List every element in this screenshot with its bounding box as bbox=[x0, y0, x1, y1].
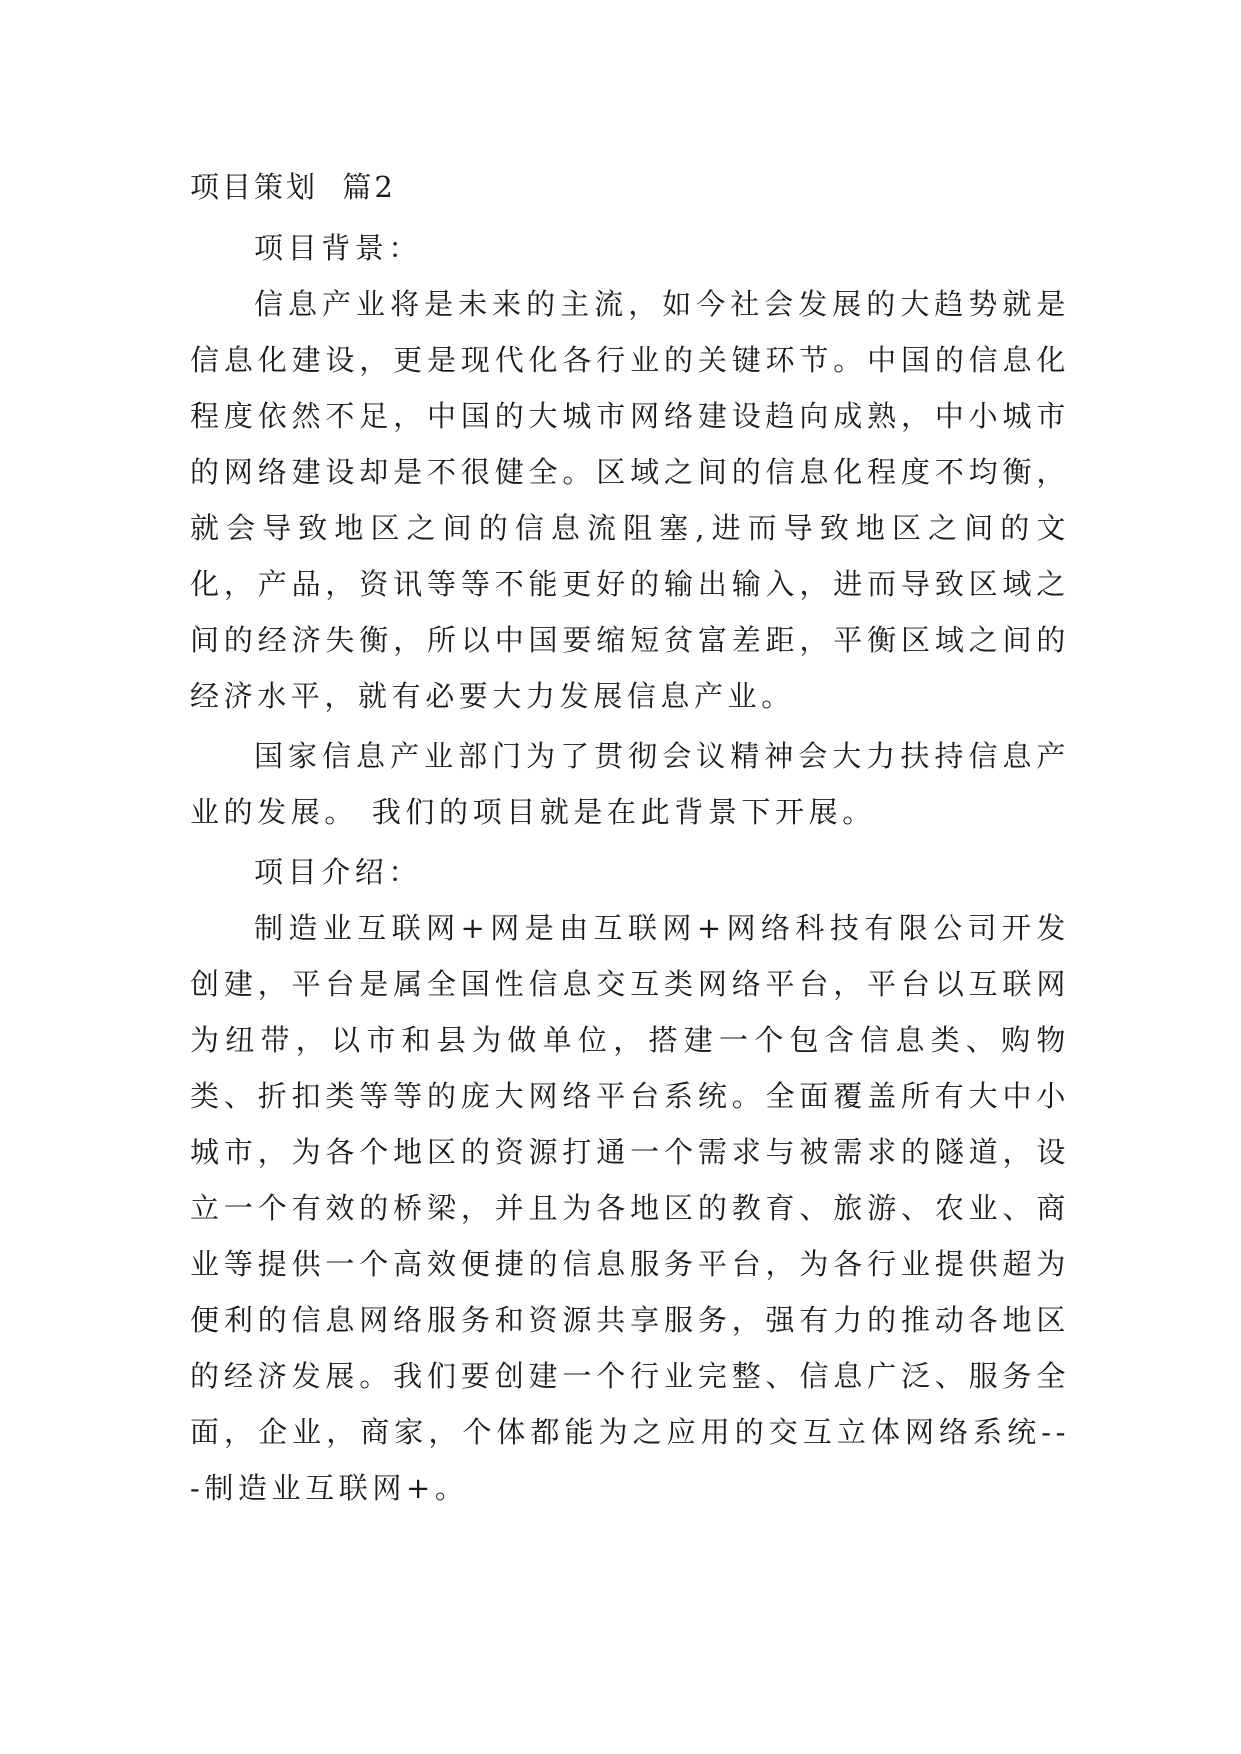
document-title: 项目策划 篇2 bbox=[190, 170, 396, 204]
section-heading-background: 项目背景： bbox=[254, 231, 423, 265]
paragraph-intro-1: 制造业互联网+网是由互联网+网络科技有限公司开发创建，平台是属全国性信息交互类网络平台，平台以互联网为纽带，以市和县为做单位，搭建一个包含信息类、购物类、折扣类等等的庞大网络平台系统。全面覆盖所有大中小城市，为各个地区的资源打通一个需求与被需求的隧道，设立一个有效的桥梁，并且为各地区的教育、旅游、农业、商业等提供一个高效便捷的信息服务平台，为各行业提供超为便利的信息网络服务和资源共享服务，强有力的推动各地区的经济发展。我们要创建一个行业完整、信息广泛、服务全面，企业，商家，个体都能为之应用的交互立体网络系统---制造业互联网+。 bbox=[190, 911, 1070, 1505]
paragraph-background-2: 国家信息产业部门为了贯彻会议精神会大力扶持信息产业的发展。 我们的项目就是在此背景下开展。 bbox=[190, 739, 1070, 829]
paragraph-background-1: 信息产业将是未来的主流，如今社会发展的大趋势就是信息化建设，更是现代化各行业的关键环节。中国的信息化程度依然不足，中国的大城市网络建设趋向成熟，中小城市的网络建设却是不很健全。区域之间的信息化程度不均衡，就会导致地区之间的信息流阻塞,进而导致地区之间的文化，产品，资讯等等不能更好的输出输入，进而导致区域之间的经济失衡，所以中国要缩短贫富差距，平衡区域之间的经济水平，就有必要大力发展信息产业。 bbox=[190, 287, 1070, 713]
document-body bbox=[190, 220, 1070, 1516]
section-heading-intro: 项目介绍： bbox=[254, 855, 423, 889]
